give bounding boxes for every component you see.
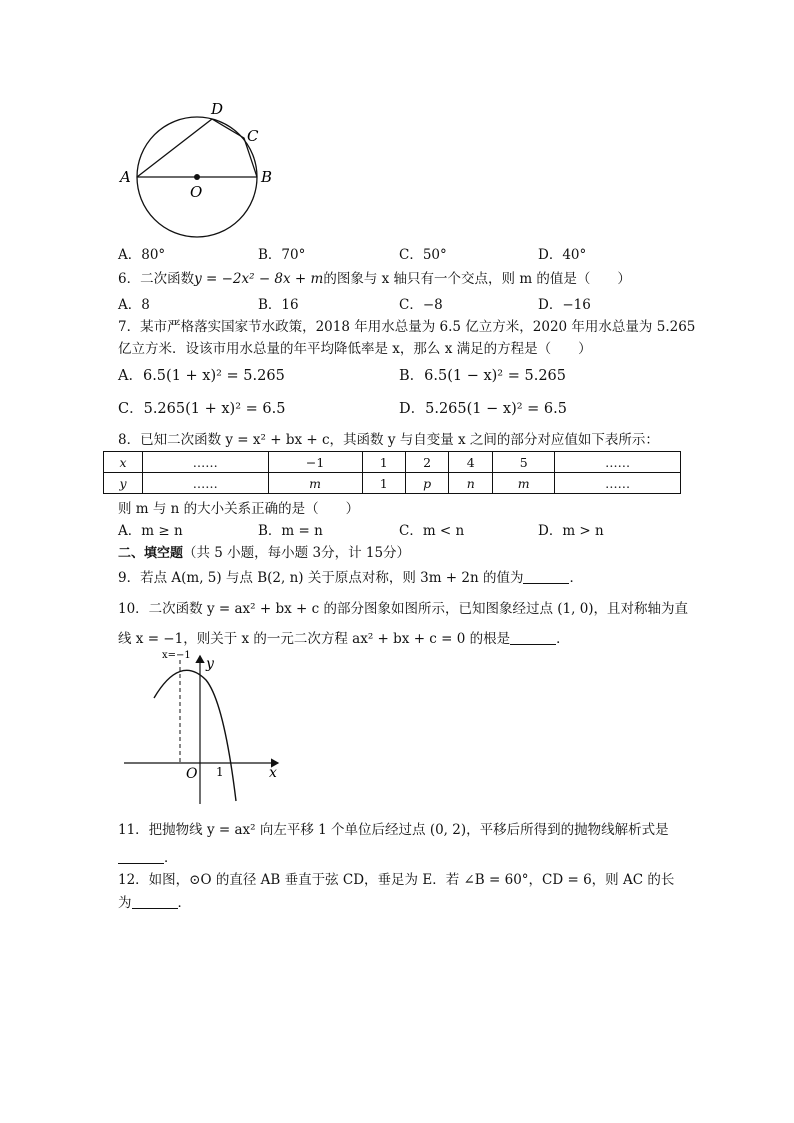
q8-option-c[interactable]: C．m < n — [399, 523, 465, 539]
table-cell: y — [104, 473, 143, 494]
table-cell: …… — [555, 452, 681, 473]
table-cell: m — [268, 473, 362, 494]
q5-option-c[interactable]: C．50° — [399, 247, 447, 263]
q10-text-a: 线 x = −1，则关于 x 的一元二次方程 ax² + bx + c = 0 的根是 — [118, 631, 511, 647]
q5-option-d[interactable]: D．40° — [538, 247, 587, 263]
table-row-y — [104, 473, 681, 494]
table-cell: 1 — [362, 452, 405, 473]
q7-option-a[interactable]: A．6.5(1 + x)² = 5.265 — [118, 368, 285, 384]
y-axis-label: y — [206, 656, 214, 672]
q8-question: 则 m 与 n 的大小关系正确的是（ ） — [118, 501, 360, 517]
q7-option-b[interactable]: B．6.5(1 − x)² = 5.265 — [399, 368, 566, 384]
q12-stem-line2 — [118, 891, 191, 911]
q9-text-a: 9．若点 A(m, 5) 与点 B(2, n) 关于原点对称，则 3m + 2n 的值为 — [118, 570, 524, 586]
q12-text-b: ． — [177, 895, 191, 911]
q7-option-c[interactable]: C．5.265(1 + x)² = 6.5 — [118, 401, 286, 417]
q6-text-a: 二次函数 — [140, 271, 195, 287]
section-title: 二、填空题 — [118, 546, 184, 561]
section-note: （共 5 小题，每小题 3分，计 15分） — [183, 545, 411, 561]
answer-blank[interactable] — [132, 896, 178, 909]
q9-text-b: ． — [569, 570, 583, 586]
table-cell: …… — [555, 473, 681, 494]
table-cell: 1 — [362, 473, 405, 494]
q6-expr: y = −2x² − 8x + m — [194, 271, 324, 287]
q5-option-b[interactable]: B．70° — [258, 247, 306, 263]
parabola-graph — [118, 646, 288, 808]
table-cell: 4 — [449, 452, 493, 473]
label-b: B — [261, 168, 273, 186]
label-o: O — [190, 183, 203, 201]
tick-one-label: 1 — [216, 765, 224, 779]
q10-stem-line1: 10．二次函数 y = ax² + bx + c 的部分图象如图所示，已知图象经过点 (1, 0)，且对称轴为直 — [118, 601, 689, 617]
q6-text-b: 的图象与 x 轴只有一个交点，则 m 的值是（ ） — [323, 271, 631, 287]
answer-blank[interactable] — [523, 571, 569, 584]
answer-blank[interactable] — [510, 632, 556, 645]
q6-option-b[interactable]: B．16 — [258, 297, 299, 313]
section-heading — [118, 541, 410, 561]
table-cell: …… — [142, 473, 268, 494]
q6-option-a[interactable]: A．8 — [118, 297, 150, 313]
q7-stem-line2: 亿立方米．设该市用水总量的年平均降低率是 x，那么 x 满足的方程是（ ） — [118, 341, 592, 357]
q7-stem-line1: 7．某市严格落实国家节水政策，2018 年用水总量为 6.5 亿立方米，2020 年用水总量为 5.265 — [118, 319, 696, 335]
q5-option-a[interactable]: A．80° — [118, 247, 166, 263]
label-c: C — [247, 127, 259, 145]
q12-stem-line1: 12．如图，⊙O 的直径 AB 垂直于弦 CD，垂足为 E．若 ∠B = 60°，CD = 6，则 AC 的长 — [118, 872, 675, 888]
q12-text-a: 为 — [118, 895, 132, 911]
label-a: A — [120, 168, 131, 186]
table-cell: …… — [142, 452, 268, 473]
q11-text-b: ． — [164, 850, 178, 866]
q6-number: 6． — [118, 271, 141, 287]
q8-stem: 8．已知二次函数 y = x² + bx + c，其函数 y 与自变量 x 之间的部分对应值如下表所示： — [118, 432, 659, 448]
origin-label: O — [186, 766, 198, 782]
q11-stem-line1: 11．把抛物线 y = ax² 向左平移 1 个单位后经过点 (0, 2)，平移后所得到的抛物线解析式是 — [118, 822, 669, 838]
q8-option-b[interactable]: B．m = n — [258, 523, 323, 539]
q8-value-table — [103, 451, 681, 494]
table-cell: 5 — [493, 452, 555, 473]
q8-option-a[interactable]: A．m ≥ n — [118, 523, 183, 539]
q6-stem — [118, 267, 631, 287]
q11-stem-line2 — [118, 846, 178, 866]
q7-option-d[interactable]: D．5.265(1 − x)² = 6.5 — [399, 401, 567, 417]
x-axis-label: x — [269, 765, 277, 781]
table-cell: p — [405, 473, 449, 494]
q10-stem-line2 — [118, 627, 570, 647]
q6-option-d[interactable]: D．−16 — [538, 297, 591, 313]
q10-text-b: ． — [556, 631, 570, 647]
circle-figure — [112, 96, 292, 262]
table-cell: x — [104, 452, 143, 473]
q8-option-d[interactable]: D．m > n — [538, 523, 604, 539]
q6-option-c[interactable]: C．−8 — [399, 297, 443, 313]
answer-blank[interactable] — [118, 851, 164, 864]
table-cell: m — [493, 473, 555, 494]
table-cell: 2 — [405, 452, 449, 473]
label-d: D — [211, 100, 224, 118]
table-cell: n — [449, 473, 493, 494]
table-cell: −1 — [268, 452, 362, 473]
axis-line-label: x=−1 — [162, 650, 191, 661]
q9-stem — [118, 566, 583, 586]
table-row-x — [104, 452, 681, 473]
